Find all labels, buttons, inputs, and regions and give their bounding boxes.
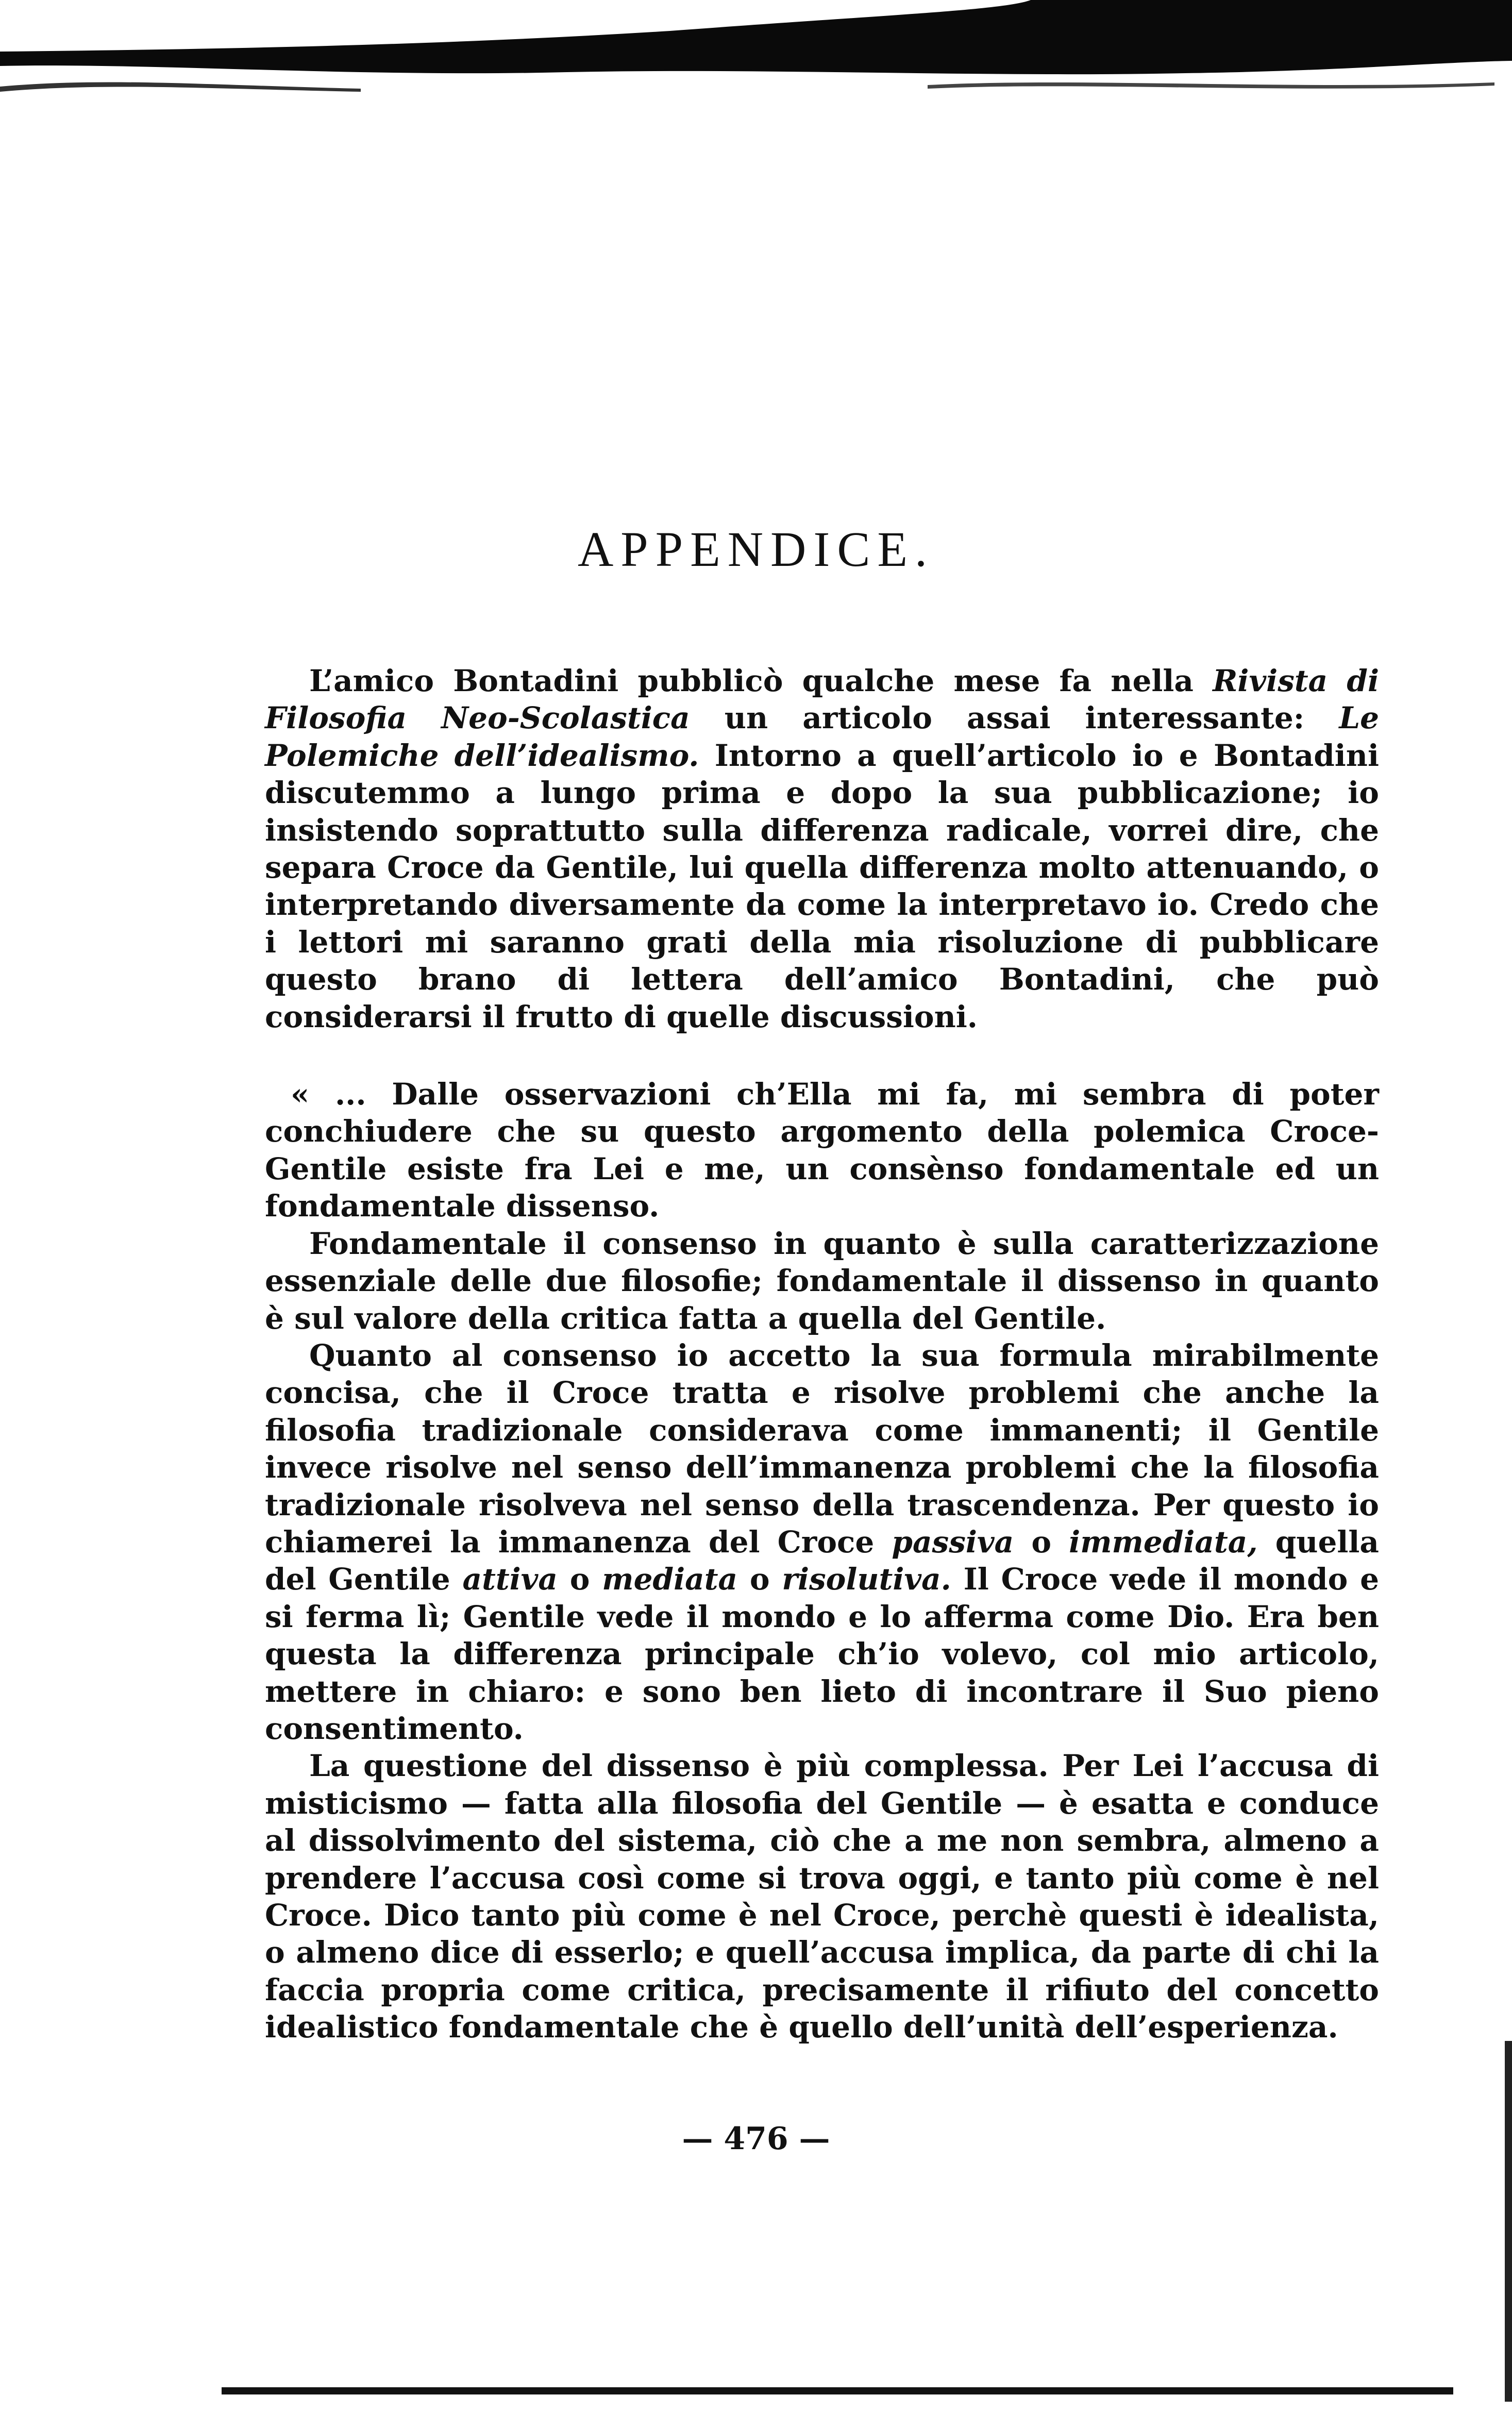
paragraph-quote-3 (265, 1337, 1379, 1747)
paragraph-quote-4 (265, 1747, 1379, 2046)
text-segment: o (1014, 1524, 1069, 1560)
text-segment: o (557, 1562, 602, 1597)
body-text (265, 662, 1379, 2046)
text-segment: « ... Dalle osservazioni ch’Ella mi fa, mi sembra di poter conchiudere che su questo argomento della polemica Croce-Gentile esiste fra Lei e me, un consènso fondamentale ed un fondamentale dissenso. (265, 1077, 1379, 1224)
paragraph-quote-1 (265, 1076, 1379, 1225)
text-segment-italic: passiva (892, 1524, 1014, 1560)
text-segment: un articolo assai interessante: (690, 700, 1339, 736)
appendix-heading: APPENDICE. (577, 522, 935, 577)
text-segment: o (737, 1562, 782, 1597)
paragraph-intro (265, 662, 1379, 1035)
text-segment-italic: risolutiva. (782, 1562, 951, 1597)
text-segment-italic: Le Polemiche dell’idealismo. (265, 700, 1379, 773)
text-segment: Quanto al consenso io accetto la sua formula mirabilmente concisa, che il Croce tratta e risolve problemi che anche la filosofia tradizionale considerava come immanenti; il Gentile invece risolve nel senso dell’immanenza problemi che la filosofia tradizionale risolveva nel senso della trascendenza. Per questo io chiamerei la immanenza del Croce (265, 1337, 1379, 1560)
text-segment: Il Croce vede il mondo e si ferma lì; Gentile vede il mondo e lo afferma come Dio. Era ben questa la differenza principale ch’io volevo, col mio articolo, mettere in chiaro: e sono ben lieto di incontrare il Suo pieno consentimento. (265, 1562, 1379, 1746)
text-segment-italic: immediata, (1069, 1524, 1258, 1560)
text-segment: Intorno a quell’articolo io e Bontadini discutemmo a lungo prima e dopo la sua pubblicazione; io insistendo soprattutto sulla differenza radicale, vorrei dire, che separa Croce da Gentile, lui quella differenza molto attenuando, o interpretando diversamente da come la interpretavo io. Credo che i lettori mi saranno grati della mia risoluzione di pubblicare questo brano di lettera dell’amico Bontadini, che può considerarsi il frutto di quelle discussioni. (265, 738, 1380, 1034)
text-segment-italic: attiva (462, 1562, 558, 1597)
scan-right-edge (1505, 2041, 1512, 2402)
text-segment: quella del Gentile (265, 1524, 1379, 1597)
scan-top-border (0, 0, 1512, 98)
text-segment: Fondamentale il consenso in quanto è sulla caratterizzazione essenziale delle due filosofie; fondamentale il dissenso in quanto è sul valore della critica fatta a quella del Gentile. (265, 1226, 1379, 1336)
text-segment: L’amico Bontadini pubblicò qualche mese fa nella (309, 663, 1213, 698)
scan-bottom-rule (222, 2387, 1453, 2394)
text-segment: La questione del dissenso è più complessa. Per Lei l’accusa di misticismo — fatta alla filosofia del Gentile — è esatta e conduce al dissolvimento del sistema, ciò che a me non sembra, almeno a prendere l’accusa così come si trova oggi, e tanto più come è nel Croce. Dico tanto più come è nel Croce, perchè questi è idealista, o almeno dice di esserlo; e quell’accusa implica, da parte di chi la faccia propria come critica, precisamente il rifiuto del concetto idealistico fondamentale che è quello dell’unità dell’esperienza. (265, 1748, 1379, 2045)
text-segment-italic: Rivista di Filosofia Neo-Scolastica (265, 663, 1380, 736)
paragraph-quote-2 (265, 1225, 1379, 1337)
page-number: — 476 — (682, 2121, 830, 2157)
text-segment-italic: mediata (602, 1562, 738, 1597)
